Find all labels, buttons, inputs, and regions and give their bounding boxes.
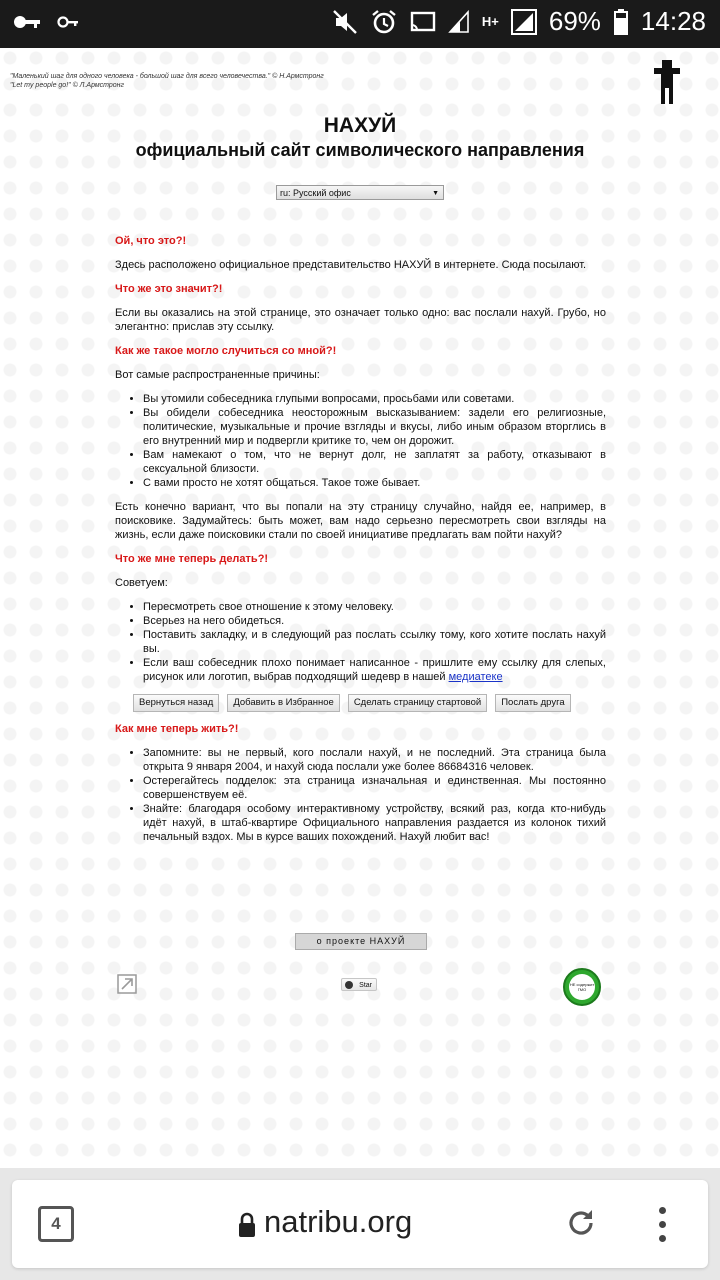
star-label: Star bbox=[359, 982, 372, 989]
back-button[interactable]: Вернуться назад bbox=[133, 694, 219, 712]
network-type: H+ bbox=[481, 14, 499, 29]
no-gmo-badge-text: НЕ содержит ГМО bbox=[569, 974, 595, 1000]
reload-icon[interactable] bbox=[564, 1206, 598, 1240]
battery-icon bbox=[613, 8, 629, 36]
paragraph-advice-intro: Советуем: bbox=[115, 577, 168, 589]
live-list bbox=[115, 746, 606, 844]
list-item bbox=[143, 656, 606, 684]
quote-armstrong: "Маленький шаг для одного человека - большой шаг для всего человечества." © Н.Армстронг bbox=[10, 73, 324, 80]
paragraph-search-engine: Есть конечно вариант, что вы попали на эту страницу случайно, найдя ее, например, в поисковике. Задумайтесь: быть может, вам надо серьезно пересмотреть свои взгляды на жизнь, если даже поисковики стали по своей инициативе предлагать вам пойти нахуй? bbox=[115, 501, 606, 541]
action-buttons bbox=[133, 694, 606, 712]
main-content bbox=[115, 234, 606, 854]
dropdown-arrow-icon: ▼ bbox=[432, 190, 439, 197]
external-link-icon[interactable] bbox=[117, 974, 137, 994]
send-friend-button[interactable]: Послать друга bbox=[495, 694, 570, 712]
alarm-icon bbox=[370, 8, 398, 36]
cast-icon bbox=[410, 10, 436, 34]
media-library-link[interactable]: медиатеке bbox=[448, 671, 503, 683]
list-item: • Всерьез на него обидеться. bbox=[143, 614, 606, 628]
list-item: • Остерегайтесь подделок: эта страница изначальная и единственная. Мы постоянно совершенствуем её. bbox=[143, 774, 606, 802]
about-project-button[interactable]: о проекте НАХУЙ bbox=[295, 933, 427, 950]
clock: 14:28 bbox=[640, 6, 706, 36]
list-item: • Знайте: благодаря особому интерактивному устройству, всякий раз, когда кто-нибудь идёт нахуй, в штаб-квартире Официального направления раздается из колонок тихий печальный вздох. Мы в курсе ваших похождений. Нахуй любит вас! bbox=[143, 802, 606, 844]
no-gmo-badge bbox=[563, 968, 601, 1006]
heading-what: Ой, что это?! bbox=[115, 235, 187, 247]
heading-how-to-live: Как мне теперь жить?! bbox=[115, 723, 239, 735]
advice-last-text: Если ваш собеседник плохо понимает написанное - пришлите ему ссылку для слепых, рисунок или логотип, выбрав подходящий шедевр в нашей bbox=[143, 657, 606, 683]
paragraph-reasons-intro: Вот самые распространенные причины: bbox=[115, 369, 320, 381]
battery-percent: 69% bbox=[548, 6, 601, 36]
language-select-value: ru: Русский офис bbox=[280, 188, 351, 198]
figure-logo-icon bbox=[652, 60, 682, 104]
list-item: • Вы обидели собеседника неосторожным высказыванием: задели его религиозные, политические, музыкальные и прочие взгляды и вкусы, либо иным образом вторглись в его внутренний мир и подвергли критике то, чем он дорожит. bbox=[143, 406, 606, 448]
web-page bbox=[0, 48, 720, 1168]
tab-switcher-button[interactable]: 4 bbox=[38, 1206, 74, 1242]
url-text[interactable]: natribu.org bbox=[264, 1204, 413, 1239]
page-subtitle: официальный сайт символического направления bbox=[135, 140, 585, 160]
paragraph-intro: Здесь расположено официальное представительство НАХУЙ в интернете. Сюда посылают. bbox=[115, 259, 587, 271]
key-outline-icon bbox=[56, 10, 80, 34]
add-favorites-button[interactable]: Добавить в Избранное bbox=[227, 694, 339, 712]
heading-meaning: Что же это значит?! bbox=[115, 283, 223, 295]
list-item: • Пересмотреть свое отношение к этому человеку. bbox=[143, 600, 606, 614]
signal-full-icon bbox=[511, 9, 537, 35]
status-bar bbox=[0, 0, 720, 48]
paragraph-meaning: Если вы оказались на этой странице, это означает только одно: вас послали нахуй. Грубо, но элегантно: прислав эту ссылку. bbox=[115, 307, 606, 333]
quotes bbox=[10, 72, 324, 90]
lock-icon bbox=[238, 1212, 256, 1238]
advice-list bbox=[115, 600, 606, 684]
heading-what-to-do: Что же мне теперь делать?! bbox=[115, 553, 269, 565]
signal-icon bbox=[448, 10, 470, 34]
language-select[interactable] bbox=[276, 185, 444, 200]
list-item: • Поставить закладку, и в следующий раз послать ссылку тому, кого хотите послать нахуй вы. bbox=[143, 628, 606, 656]
address-bar[interactable] bbox=[12, 1180, 708, 1268]
list-item: • Запомните: вы не первый, кого послали нахуй, и не последний. Эта страница была открыта 9 января 2004, и нахуй сюда послали уже более 86684316 человек. bbox=[143, 746, 606, 774]
mute-icon bbox=[332, 9, 358, 35]
github-icon bbox=[345, 981, 353, 989]
key-icon bbox=[12, 10, 42, 34]
reasons-list bbox=[115, 392, 606, 490]
set-homepage-button[interactable]: Сделать страницу стартовой bbox=[348, 694, 487, 712]
list-item: • С вами просто не хотят общаться. Такое тоже бывает. bbox=[143, 476, 606, 490]
list-item: • Вам намекают о том, что не вернут долг, не заплатят за работу, отказывают в сексуальной близости. bbox=[143, 448, 606, 476]
heading-how: Как же такое могло случиться со мной?! bbox=[115, 345, 337, 357]
list-item: • Вы утомили собеседника глупыми вопросами, просьбами или советами. bbox=[143, 392, 606, 406]
quote-armstrong-2: "Let my people go!" © Л.Армстронг bbox=[10, 82, 124, 89]
github-star-button[interactable] bbox=[341, 978, 377, 991]
more-menu-icon[interactable] bbox=[654, 1204, 670, 1246]
page-title: НАХУЙ bbox=[323, 114, 397, 137]
browser-toolbar bbox=[0, 1168, 720, 1280]
